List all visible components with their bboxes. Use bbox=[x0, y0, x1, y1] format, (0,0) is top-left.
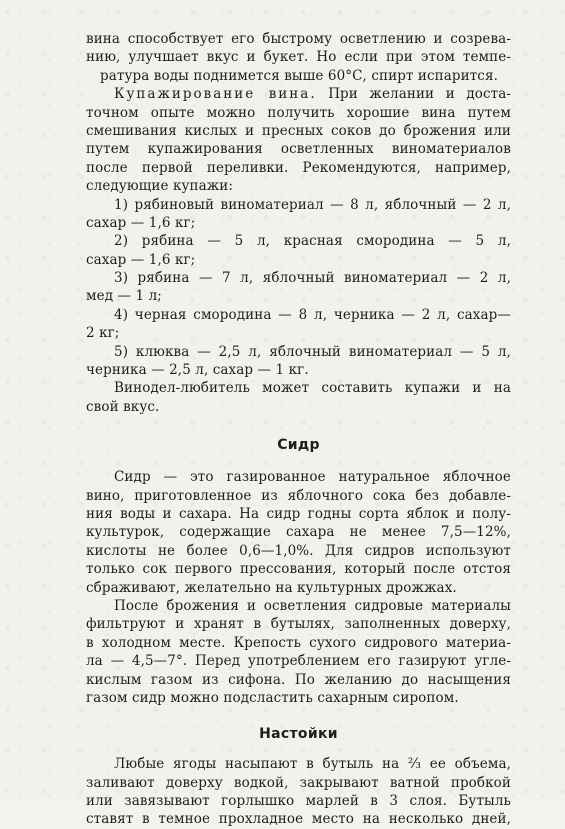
text-line: После брожения и осветления сидровые материалы bbox=[114, 597, 511, 614]
text-line: в холодном месте. Крепость сухого сидрового материа- bbox=[86, 634, 511, 651]
text-line: Винодел-любитель может составить купажи и на bbox=[114, 380, 511, 397]
text-line: смешивания кислых и пресных соков до брожения или bbox=[86, 122, 511, 139]
section-heading-cider: Сидр bbox=[277, 437, 320, 454]
list-item-continuation: черника — 2,5 л, сахар — 1 кг. bbox=[86, 362, 309, 379]
text-line: газом сидр можно подсластить сахарным сиропом. bbox=[86, 689, 459, 706]
text-fragment: При желании и доста- bbox=[328, 86, 511, 103]
list-item-continuation: сахар — 1,6 кг; bbox=[86, 214, 196, 231]
text-line: ставят в темное прохладное место на несколько дней, bbox=[86, 811, 511, 828]
text-line: вино, приготовленное из яблочного сока без добавле- bbox=[86, 487, 511, 504]
section-heading-liqueurs: Настойки bbox=[259, 726, 338, 743]
text-line: Любые ягоды насыпают в бутыль на ⅔ ее объема, bbox=[114, 756, 511, 773]
text-line: ратура воды поднимется выше 60°С, спирт испарится. bbox=[100, 67, 498, 84]
text-line: сбраживают, желательно на культурных дрожжах. bbox=[86, 579, 457, 596]
list-item-continuation: 2 кг; bbox=[86, 325, 120, 342]
list-item-continuation: мед — 1 л; bbox=[86, 288, 162, 305]
text-line: кислоты не более 0,6—1,0%. Для сидров используют bbox=[86, 542, 511, 559]
text-line: культурок, содержащие сахара не менее 7,5—12%, bbox=[86, 524, 511, 541]
list-item: 4) черная смородина — 8 л, черника — 2 л, сахар— bbox=[114, 306, 511, 323]
text-line: только сок первого прессования, который после отстоя bbox=[86, 561, 511, 578]
text-line: заливают доверху водкой, закрывают ватной пробкой bbox=[86, 774, 511, 791]
text-line: путем купажирования осветленных виноматериалов bbox=[86, 141, 511, 158]
text-line: после первой переливки. Рекомендуются, например, bbox=[86, 159, 511, 176]
list-item: 1) рябиновый виноматериал — 8 л, яблочный — 2 л, bbox=[114, 196, 511, 213]
text-line: ния воды и сахара. На сидр годны сорта яблок и полу- bbox=[86, 505, 511, 522]
text-line: фильтруют и хранят в бутылях, заполненных доверху, bbox=[86, 616, 511, 633]
text-line: свой вкус. bbox=[86, 398, 160, 415]
text-line: Сидр — это газированное натуральное яблочное bbox=[114, 469, 511, 486]
text-line: или завязывают горлышко марлей в 3 слоя. Бутыль bbox=[86, 793, 511, 810]
list-item: 2) рябина — 5 л, красная смородина — 5 л, bbox=[114, 233, 511, 250]
list-item: 3) рябина — 7 л, яблочный виноматериал — 2 л, bbox=[114, 270, 511, 287]
text-line: вина способствует его быстрому осветлению и созрева- bbox=[86, 31, 511, 47]
text-line bbox=[86, 85, 511, 103]
list-item: 5) клюква — 2,5 л, яблочный виноматериал — 5 л, bbox=[114, 343, 511, 360]
text-column bbox=[86, 30, 511, 829]
text-line: точном опыте можно получить хорошие вина путем bbox=[86, 104, 511, 121]
text-line: нию, улучшает вкус и букет. Но если при этом темпе- bbox=[86, 49, 511, 66]
text-line: следующие купажи: bbox=[86, 178, 234, 195]
text-line: кислым газом из сифона. По желанию до насыщения bbox=[86, 671, 511, 688]
text-line: ла — 4,5—7°. Перед употреблением его газируют угле- bbox=[86, 653, 511, 670]
list-item-continuation: сахар — 1,6 кг; bbox=[86, 251, 196, 268]
term-blending: Купажирование вина. bbox=[114, 86, 317, 103]
